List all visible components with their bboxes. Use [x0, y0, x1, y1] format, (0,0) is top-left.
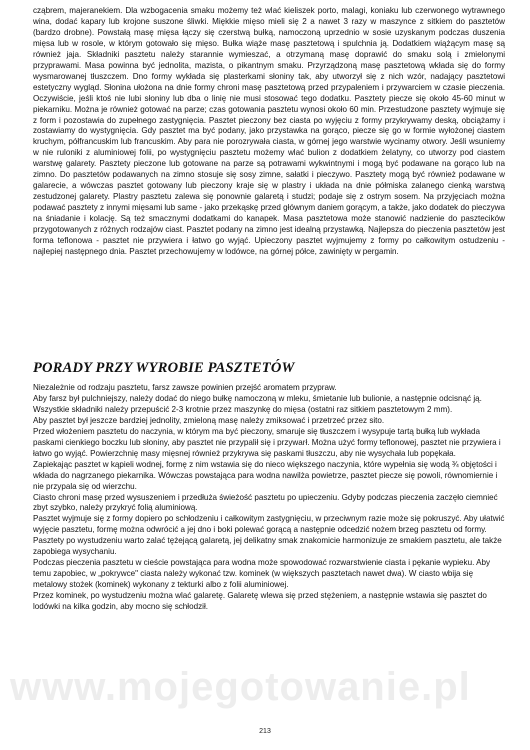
tips-paragraph: Niezależnie od rodzaju pasztetu, farsz zawsze powinien przejść aromatem przypraw. Aby farsz był pulchniejszy, należy dodać do niego bułkę namoczoną w mleku, śmietanie lub bulionie, a następnie odcisnąć ją. Wszystkie składniki należy przepuścić 2-3 krotnie przez maszynkę do mięsa (ostatni raz sitkiem pasztetowym 2 mm). Aby pasztet był jeszcze bardziej jednolity, zmieloną masę należy zmiksować i przetrzeć przez sito. Przed włożeniem pasztetu do naczynia, w którym ma być pieczony, smaruje się tłuszczem i wysypuje tartą bułką lub wykłada paskami cienkiego boczku lub słoniny, aby pasztet nie przypalił się i przywarł. Można użyć formy teflonowej, pasztet nie przywiera i łatwo go wyjąć. Powierzchnię masy mięsnej również przykrywa się paskami tłuszczu, aby nie wysychała lub popękała. Zapiekając pasztet w kąpieli wodnej, formę z nim wstawia się do nieco większego naczynia, które wypełnia się wodą ¾ objętości i wkłada do nagrzanego piekarnika. Wówczas powstająca para wodna nawilża powietrze, pasztet piecze się powoli, równomiernie i nie przypala się od wierzchu. Ciasto chroni masę przed wysuszeniem i przedłuża świeżość pasztetu po upieczeniu. Gdyby podczas pieczenia zaczęło ciemnieć zbyt szybko, należy przykryć folią aluminiową. Pasztet wyjmuje się z formy dopiero po schłodzeniu i całkowitym zastygnięciu, w przeciwnym razie może się pokruszyć. Aby ułatwić wyjęcie pasztetu, formę można odwrócić a jej dno i boki polewać gorącą a następnie odcedzić nożem brzeg pasztetu od formy. Pasztety po wystudzeniu warto zalać tężejącą galaretą, jej delikatny smak znakomicie harmonizuje ze smakiem pasztetu, ale także zapobiega wysychaniu. Podczas pieczenia pasztetu w cieście powstająca para wodna może spowodować rozwarstwienie ciasta i pękanie wypieku. Aby temu zapobiec, w „pokrywce" ciasta należy wykonać tzw. kominek (w większych pasztetach nawet dwa). W ciasto wbija się metalowy stożek (kominek) wykonany z tekturki albo z folii aluminiowej. Przez kominek, po wystudzeniu można wlać galaretę. Galaretę wlewa się przed stężeniem, a następnie wstawia się pasztet do lodówki na kilka godzin, aby mocno się schłodził.	[33, 383, 505, 612]
section-title: PORADY PRZY WYROBIE PASZTETÓW	[33, 360, 295, 376]
body-paragraph: cząbrem, majeranekiem. Dla wzbogacenia smaku możemy też wlać kieliszek porto, malagi, koniaku lub czerwonego wytrawnego wina, dodać kapary lub krojone suszone śliwki. Miękkie mięso mieli się 2 a nawet 3 razy w maszynce z sitkiem do pasztetów (bardzo drobne). Powstałą masę mięsa łączy się czerstwą bułką, namoczoną uprzednio w sosie uzyskanym podczas duszenia mięsa lub w rosole, w którym gotowało się mięso. Bułka wiąże masę pasztetową i spulchnia ją. Dodatkiem wiążącym masę są również jaja. Składniki pasztetu należy starannie wymieszać, a otrzymaną masę doprawić do smaku solą i zmielonymi przyprawami. Masa powinna być jednolita, mazista, o pikantnym smaku. Przyrządzoną masę pasztetową wkłada się do formy wysmarowanej tłuszczem. Dno formy wykłada się plasterkami słoniny tak, aby utworzył się z nich wzór, nadający pasztetowi estetyczny wygląd. Słonina ułożona na dnie formy chroni masę pasztetową przed przypaleniem i przywarciem w czasie pieczenia. Oczywiście, jeśli ktoś nie lubi słoniny lub dba o linię nie musi stosować tego dodatku. Pasztety piecze się około 45-60 minut w piekarniku. Można je również gotować na parze; czas gotowania pasztetu wynosi około 60 min. Przestudzone pasztety wyjmuje się z form i pozostawia do zupełnego zastygnięcia. Pasztet pieczony bez ciasta po wyjęciu z formy przykrywamy deską, obciążamy i zostawiamy do wystygnięcia. Gdy pasztet ma być podany, jako przystawka na gorąco, piecze się go w formie wyłożonej ciastem kruchym, półfrancuskim lub francuskim. Aby para nie porozrywała ciasta, w górnej jego warstwie wycinamy otwory. Jeśli wsuniemy w nie ruloniki z aluminiowej folii, po wystygnięciu pasztetu możemy wlać bulion z dodatkiem żelatyny, co utworzy pod ciastem warstwę galarety. Pasztety pieczone lub gotowane na parze są potrawami wykwintnymi i mogą być podawane na gorąco lub na zimno. Do pasztetów podawanych na zimno stosuje się sosy zimne, sałatki i pieczywo. Pasztety mogą być również podawane w galarecie, a wówczas pasztet gotowany lub pieczony kraje się w plastry i układa na dnie półmiska zalanego cienką warstwą zestudzonej galarety. Plastry pasztetu zalewa się ponownie galaretą i studzi; podaje się z ostrym sosem. Na przyjęciach można podawać pasztety z innymi mięsami lub same - jako przekąskę przed głównym daniem gorącym, a także, jako dodatek do pieczywa na śniadanie i kolację. Są też smacznymi dodatkami do kanapek. Masa pasztetowa może stanowić nadzienie do pasztecików przygotowanych z różnych rodzajów ciast. Pasztet podany na zimno jest idealną przystawką. Najlepsza do pieczenia pasztetów jest forma teflonowa - pasztet nie przywiera i łatwo go wyjąć. Upieczony pasztet wyjmujemy z formy po całkowitym ostudzeniu - najlepiej następnego dnia. Pasztet przechowujemy w lodówce, na górnej półce, zawinięty w pergamin.	[33, 6, 505, 256]
page-number: 213	[259, 728, 271, 735]
watermark: www.mojegotowanie.pl	[10, 665, 471, 709]
